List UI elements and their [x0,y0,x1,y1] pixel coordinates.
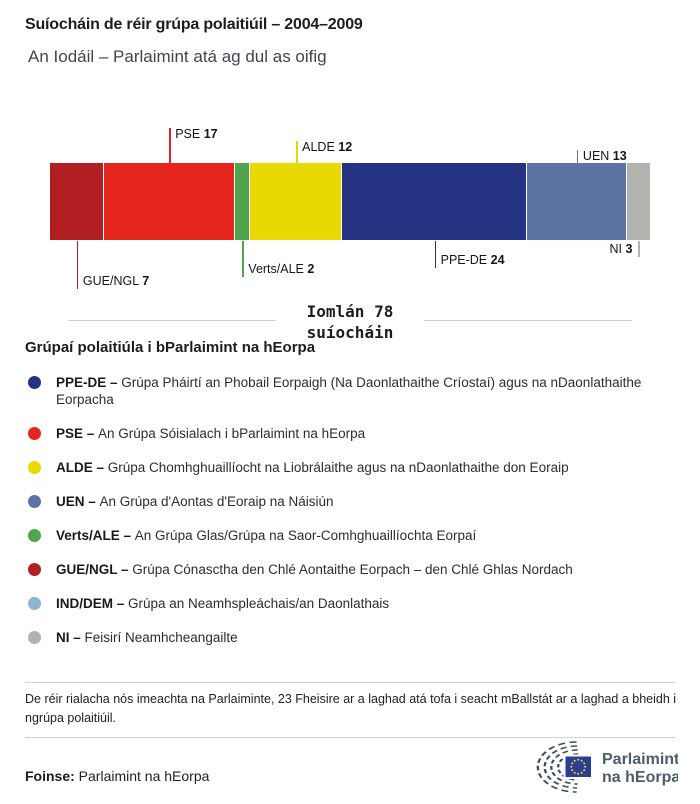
legend-item-PSE [25,425,670,442]
legend-heading: Grúpaí polaitiúla i bParlaimint na hEorpa [25,339,316,356]
legend-item-text: Verts/ALE – An Grúpa Glas/Grúpa na Saor-Comhghuaillíochta Eorpaí [56,528,477,543]
legend-item-text: IND/DEM – Grúpa an Neamhspleáchais/an Daonlathais [56,596,390,611]
source-value: Parlaimint na hEorpa [78,768,210,784]
legend-item-text: PSE – An Grúpa Sóisialach i bParlaimint na hEorpa [56,426,366,441]
callout-tick-PSE [169,128,171,163]
hemicycle-logo-icon [528,740,678,796]
total-seats-line1: Iomlán 78 [306,302,394,321]
legend-color-dot [28,461,41,474]
logo-text-line1: Parlaimint [602,751,678,768]
source-label: Foinse: [25,768,75,784]
bar-callout-label-UEN: UEN 13 [582,149,627,163]
footnote-divider-top [25,682,675,683]
legend-item-text: PPE-DE – Grúpa Pháirtí an Phobail Eorpaigh (Na Daonlathaithe Críostaí) agus na nDaonlathaithe Eorpacha [56,375,642,407]
bar-segment-ALDE [250,163,342,240]
footnote-divider-bottom [25,737,675,738]
legend-color-dot [28,495,41,508]
bar-callout-label-GUE/NGL: GUE/NGL 7 [82,274,150,288]
callout-tick-Verts/ALE [242,241,244,277]
seats-stacked-bar [50,163,650,240]
bar-callout-label-Verts/ALE: Verts/ALE 2 [248,262,315,276]
page-subtitle: An Iodáil – Parlaimint atá ag dul as oifig [28,47,327,66]
bar-segment-Verts/ALE [235,163,250,240]
legend-color-dot [28,529,41,542]
total-seats-label [0,301,700,343]
callout-tick-NI [638,241,640,257]
callout-tick-GUE/NGL [77,241,79,289]
legend-item-GUE/NGL [25,561,670,578]
legend-color-dot [28,597,41,610]
callout-tick-UEN [577,150,579,163]
legend-color-dot [28,563,41,576]
legend-item-NI [25,629,670,646]
bar-segment-PPE-DE [342,163,527,240]
bar-callout-label-PPE-DE: PPE-DE 24 [440,253,505,267]
legend-list [25,374,670,663]
callout-tick-PPE-DE [435,241,437,268]
legend-item-text: ALDE – Grúpa Chomhghuaillíocht na Liobrálaithe agus na nDaonlathaithe don Eoraip [56,460,569,475]
legend-item-Verts/ALE [25,527,670,544]
callout-tick-ALDE [296,141,298,163]
bar-segment-GUE/NGL [50,163,104,240]
total-seats-line2: suíocháin [306,323,394,342]
page-title: Suíocháin de réir grúpa polaitiúil – 2004–2009 [25,16,363,33]
bar-callout-label-NI: NI 3 [609,242,633,256]
european-parliament-logo [528,740,678,796]
legend-item-UEN [25,493,670,510]
legend-color-dot [28,631,41,644]
legend-color-dot [28,427,41,440]
legend-item-text: GUE/NGL – Grúpa Cónasctha den Chlé Aontaithe Eorpach – den Chlé Ghlas Nordach [56,562,573,577]
bar-segment-UEN [527,163,627,240]
legend-item-ALDE [25,459,670,476]
source-line [25,768,209,784]
bar-callout-label-PSE: PSE 17 [175,127,218,141]
bar-segment-NI [627,163,650,240]
logo-text-line2: na hEorpa [602,769,678,786]
legend-item-text: NI – Feisirí Neamhcheangailte [56,630,238,645]
legend-item-text: UEN – An Grúpa d'Aontas d'Eoraip na Náisiún [56,494,334,509]
footnote-text: De réir rialacha nós imeachta na Parlaiminte, 23 Fheisire ar a laghad atá tofa i seacht mBallstát ar a laghad a bheidh i ngrúpa polaitiúil. [25,692,677,725]
legend-color-dot [28,376,41,389]
bar-segment-PSE [104,163,235,240]
legend-item-PPE-DE [25,374,670,408]
legend-item-IND/DEM [25,595,670,612]
bar-callout-label-ALDE: ALDE 12 [302,140,353,154]
